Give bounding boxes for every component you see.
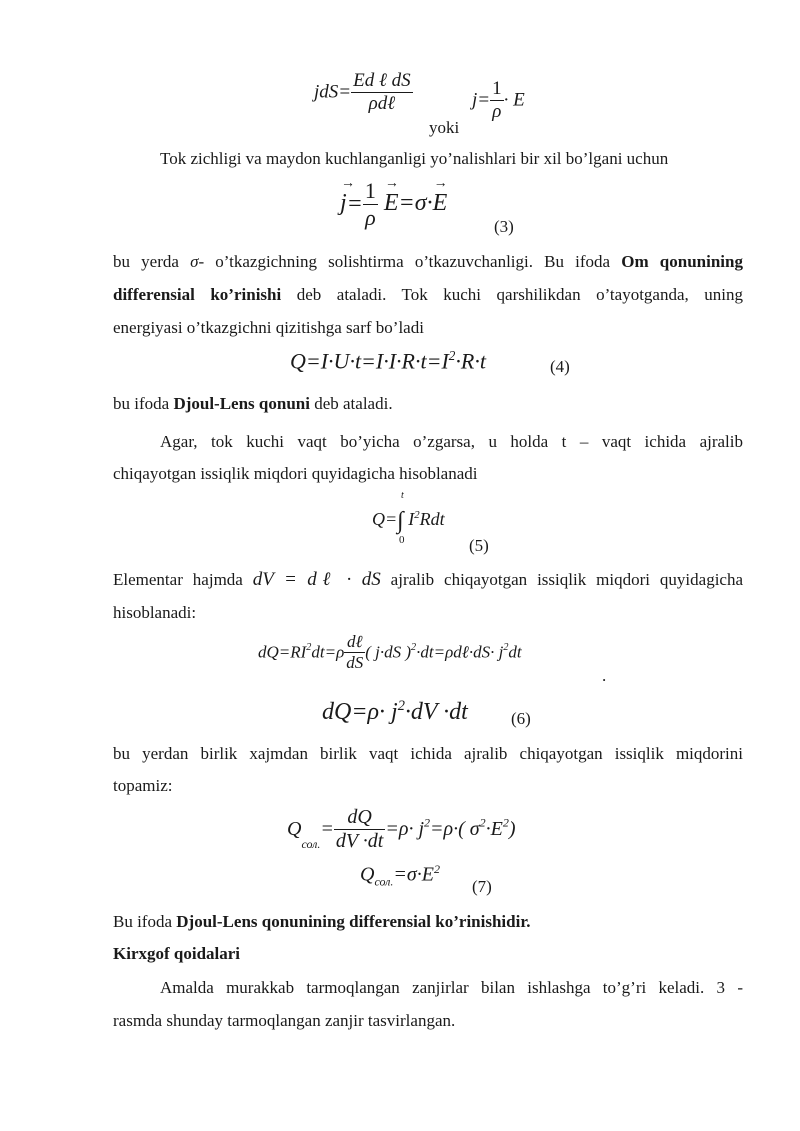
eq6-label: (6) xyxy=(511,709,531,728)
eq6a-dot: . xyxy=(602,666,607,685)
p2-text-c: deb ataladi. Tok kuchi qarshilikdan o’tayotganda, uning xyxy=(281,285,743,304)
eq6a-numerator: dℓ xyxy=(344,632,365,653)
paragraph-5-line-2: hisoblanadi: xyxy=(113,603,197,622)
eq5-lhs: Q= xyxy=(372,509,398,529)
eq7-sub: сол. xyxy=(374,874,394,889)
p3-text-b: deb ataladi. xyxy=(309,394,393,413)
paragraph-3 xyxy=(113,394,393,414)
eq1-fraction xyxy=(351,70,413,115)
equation-1 xyxy=(314,70,413,115)
equation-1-rhs xyxy=(472,78,525,123)
eq1-rhs-numerator: 1 xyxy=(492,78,502,99)
eq6a-tail: ( j·dS ) xyxy=(365,642,412,662)
eq3-fraction xyxy=(363,178,378,231)
eq4-label: (4) xyxy=(550,357,570,376)
djoul-lens-bold: Djoul-Lens qonuni xyxy=(173,394,310,413)
eq1-lhs: jdS= xyxy=(314,81,352,103)
eq5-label: (5) xyxy=(469,536,489,555)
eq1-numerator: Ed ℓ dS xyxy=(353,70,411,91)
paragraph-2-line-2 xyxy=(113,285,743,305)
eq7a-eq: = xyxy=(320,818,334,840)
eq7a-close: ) xyxy=(508,818,516,840)
integral-icon: ∫ xyxy=(397,508,404,534)
p2-text-b: - o’tkazgichning solishtirma o’tkazuvchanligi. Bu ifoda xyxy=(198,252,622,271)
equation-5 xyxy=(372,508,445,535)
eq5-integrand: I xyxy=(408,509,415,529)
eq7-label: (7) xyxy=(472,877,492,896)
eq6a-rest: ·dt=ρdℓ·dS· j xyxy=(416,642,504,662)
eq6-sup: 2 xyxy=(397,698,405,714)
paragraph-6-line-2: topamiz: xyxy=(113,776,173,795)
eq7a-sup3: 2 xyxy=(502,815,509,830)
djoul-lens-differential-bold: Djoul-Lens qonunining differensial ko’rinishidir. xyxy=(176,912,531,931)
eq7a-rest2: ·E xyxy=(485,818,503,840)
eq6a-denominator: dS xyxy=(346,653,364,672)
eq6-tail: ·dV ·dt xyxy=(404,699,468,725)
eq3-numerator: 1 xyxy=(364,178,376,203)
p2-text-a: bu yerda xyxy=(113,252,191,271)
eq6-lhs: dQ=ρ· j xyxy=(322,699,398,725)
sigma-symbol: σ xyxy=(190,252,199,271)
p5-text-a: Elementar hajmda xyxy=(113,570,253,589)
eq7-Q: Q xyxy=(360,863,375,886)
eq6a-tail-sup: 2 xyxy=(411,641,417,653)
equation-7a xyxy=(287,806,516,853)
eq5-sup: 2 xyxy=(414,509,420,521)
paragraph-7 xyxy=(113,912,531,932)
paragraph-4-line-1: Agar, tok kuchi vaqt bo’yicha o’zgarsa, u holda t – vaqt ichida ajralib xyxy=(160,432,743,451)
eq1-rhs-fraction xyxy=(490,78,504,123)
eq7-sup: 2 xyxy=(434,862,440,876)
p3-text-a: bu ifoda xyxy=(113,394,174,413)
equation-6a xyxy=(258,632,522,673)
paragraph-8-line-2: rasmda shunday tarmoqlangan zanjir tasvirlangan. xyxy=(113,1011,456,1030)
eq5-lower-limit: 0 xyxy=(399,534,405,546)
eq6a-mid: dt=ρ xyxy=(311,642,345,662)
equation-4 xyxy=(290,348,486,374)
eq7a-sup: 2 xyxy=(424,815,430,830)
eq5-tail: Rdt xyxy=(419,509,445,529)
eq3-j-vector: → j xyxy=(340,190,347,217)
dv-formula: dV = dℓ · dS xyxy=(252,569,381,590)
paragraph-2-line-3: energiyasi o’tkazgichni qizitishga sarf bo’ladi xyxy=(113,318,424,337)
section-heading xyxy=(113,944,240,964)
eq3-middle: =σ· xyxy=(398,190,433,217)
eq3-E-vector: → E xyxy=(384,190,399,217)
eq3-denominator: ρ xyxy=(365,205,376,230)
eq1-denominator: ρdℓ xyxy=(368,93,396,114)
eq1-or-word: yoki xyxy=(429,118,460,137)
paragraph-2-line-1 xyxy=(113,252,743,272)
equation-7 xyxy=(360,862,440,890)
eq4-tail: ·R·t xyxy=(455,348,486,374)
om-law-bold: Om qonunining xyxy=(621,252,743,271)
eq7a-fraction xyxy=(334,806,385,853)
paragraph-5-line-1 xyxy=(113,570,743,590)
eq3-equals: = xyxy=(346,191,363,217)
eq7a-Q: Q xyxy=(287,818,302,840)
eq6a-end: dt xyxy=(508,642,522,662)
eq4-text: Q=I·U·t=I·I·R·t=I xyxy=(290,348,449,374)
eq1-rhs-lhs: j= xyxy=(472,89,491,111)
eq4-sup: 2 xyxy=(448,348,456,363)
eq7a-rest: =ρ·( σ xyxy=(430,818,480,840)
eq7a-sup2: 2 xyxy=(479,815,486,830)
p7-text-a: Bu ifoda xyxy=(113,912,177,931)
eq1-rhs-denominator: ρ xyxy=(492,101,502,122)
p5-text-b: ajralib chiqayotgan issiqlik miqdori quyidagicha xyxy=(380,570,744,589)
eq7a-numerator: dQ xyxy=(334,806,385,830)
eq7-rest: =σ·E xyxy=(393,863,434,886)
paragraph-8-line-1: Amalda murakkab tarmoqlangan zanjirlar bilan ishlashga to’g’ri keladi. 3 - xyxy=(160,978,743,997)
eq5-upper-limit: t xyxy=(401,490,404,501)
heading-text: Kirxgof qoidalari xyxy=(113,944,241,963)
equation-3 xyxy=(340,178,447,231)
paragraph-1: Tok zichligi va maydon kuchlanganligi yo’nalishlari bir xil bo’lgani uchun xyxy=(160,149,669,168)
differential-form-bold: differensial ko’rinishi xyxy=(113,285,282,304)
eq3-label: (3) xyxy=(494,217,514,236)
eq7a-sub: сол. xyxy=(301,837,321,852)
eq6a-sup: 2 xyxy=(306,641,312,653)
equation-6 xyxy=(322,698,468,726)
paragraph-6-line-1: bu yerdan birlik xajmdan birlik vaqt ichida ajralib chiqayotgan issiqlik miqdorini xyxy=(113,744,743,763)
paragraph-4-line-2: chiqayotgan issiqlik miqdori quyidagicha hisoblanadi xyxy=(113,464,478,483)
eq6a-fraction xyxy=(344,632,365,673)
eq6a-rest-sup: 2 xyxy=(503,641,509,653)
eq6a-lhs: dQ=RI xyxy=(258,642,307,662)
eq7a-denominator: dV ·dt xyxy=(335,830,384,852)
eq3-E2-vector: → E xyxy=(433,190,448,217)
eq7a-mid: =ρ· j xyxy=(385,818,424,840)
eq1-rhs-tail: · E xyxy=(503,89,525,111)
